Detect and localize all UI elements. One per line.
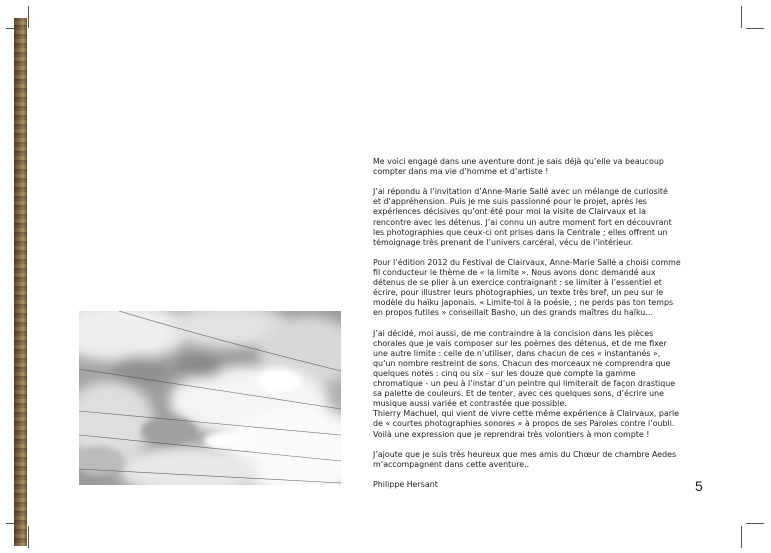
crop-mark-bottom-left-v bbox=[28, 526, 29, 548]
sky-clouds-photo-icon bbox=[79, 311, 341, 485]
paragraph-concision: J’ai décidé, moi aussi, de me contraindre à la concision dans les pièces chorales que je vais composer sur les poèmes des détenus, et de me fixer une autre limite : celle de n’utiliser, dans chacun de ces « instantanés », qu’un nombre restreint de sons. Chacun des morceaux ne comprendra que quelques notes : cinq ou six - sur les douze que compte la gamme chromatique - un peu à l’instar d’un peintre qui limiterait de façon drastique sa palette de couleurs. Et de tenter, avec ces quelques sons, d’écrire une musique aussi variée et contrastée que possible. Thierry Machuel, qui vient de vivre cette même expérience à Clairvaux, parle de « courtes photographies sonores » à propos de ses Paroles contre l’oubli. Voilà une expression que je reprendrai très volontiers à mon compte ! bbox=[373, 328, 680, 439]
crop-mark-top-right-v bbox=[741, 6, 742, 28]
crop-mark-top-left-v bbox=[28, 6, 29, 28]
paragraph-festival: Pour l’édition 2012 du Festival de Clairvaux, Anne-Marie Sallé a choisi comme fil conducteur le thème de « la limite ». Nous avons donc demandé aux détenus de se plier à un exercice contraignant : se limiter à l’essentiel et écrire, pour illustrer leurs photographies, un texte très bref, un peu sur le modèle du haïku japonais. « Limite-toi à la poésie, ; ne perds pas ton temps en propos futiles » conseillait Basho, un des grands maîtres du haïku… bbox=[373, 257, 681, 318]
crop-mark-bottom-right-v bbox=[741, 526, 742, 548]
sky-photograph bbox=[79, 311, 341, 485]
paragraph-choir: J’ajoute que je suis très heureux que mes amis du Chœur de chambre Aedes m’accompagnent dans cette aventure.. bbox=[373, 449, 677, 469]
paragraph-invitation: J’ai répondu à l’invitation d’Anne-Marie Sallé avec un mélange de curiosité et d’appréhension. Puis je me suis passionné pour le projet, après les expériences décisives qu’ont été pour moi la visite de Clairvaux et la rencontre avec les détenus. J’ai connu un autre moment fort en découvrant les photographies que ceux-ci ont prises dans la Centrale ; elles offrent un témoignage très prenant de l’univers carcéral, vécu de l’intérieur. bbox=[373, 187, 672, 247]
body-text bbox=[373, 157, 703, 500]
author-signature: Philippe Hersant bbox=[373, 480, 438, 489]
page-number: 5 bbox=[695, 478, 703, 494]
crop-mark-top-right-h bbox=[746, 28, 764, 29]
photo-spine-strip bbox=[14, 18, 27, 546]
crop-mark-bottom-right-h bbox=[746, 523, 764, 524]
paragraph-intro: Me voici engagé dans une aventure dont je sais déjà qu’elle va beaucoup compter dans ma vie d’homme et d’artiste ! bbox=[373, 157, 664, 177]
